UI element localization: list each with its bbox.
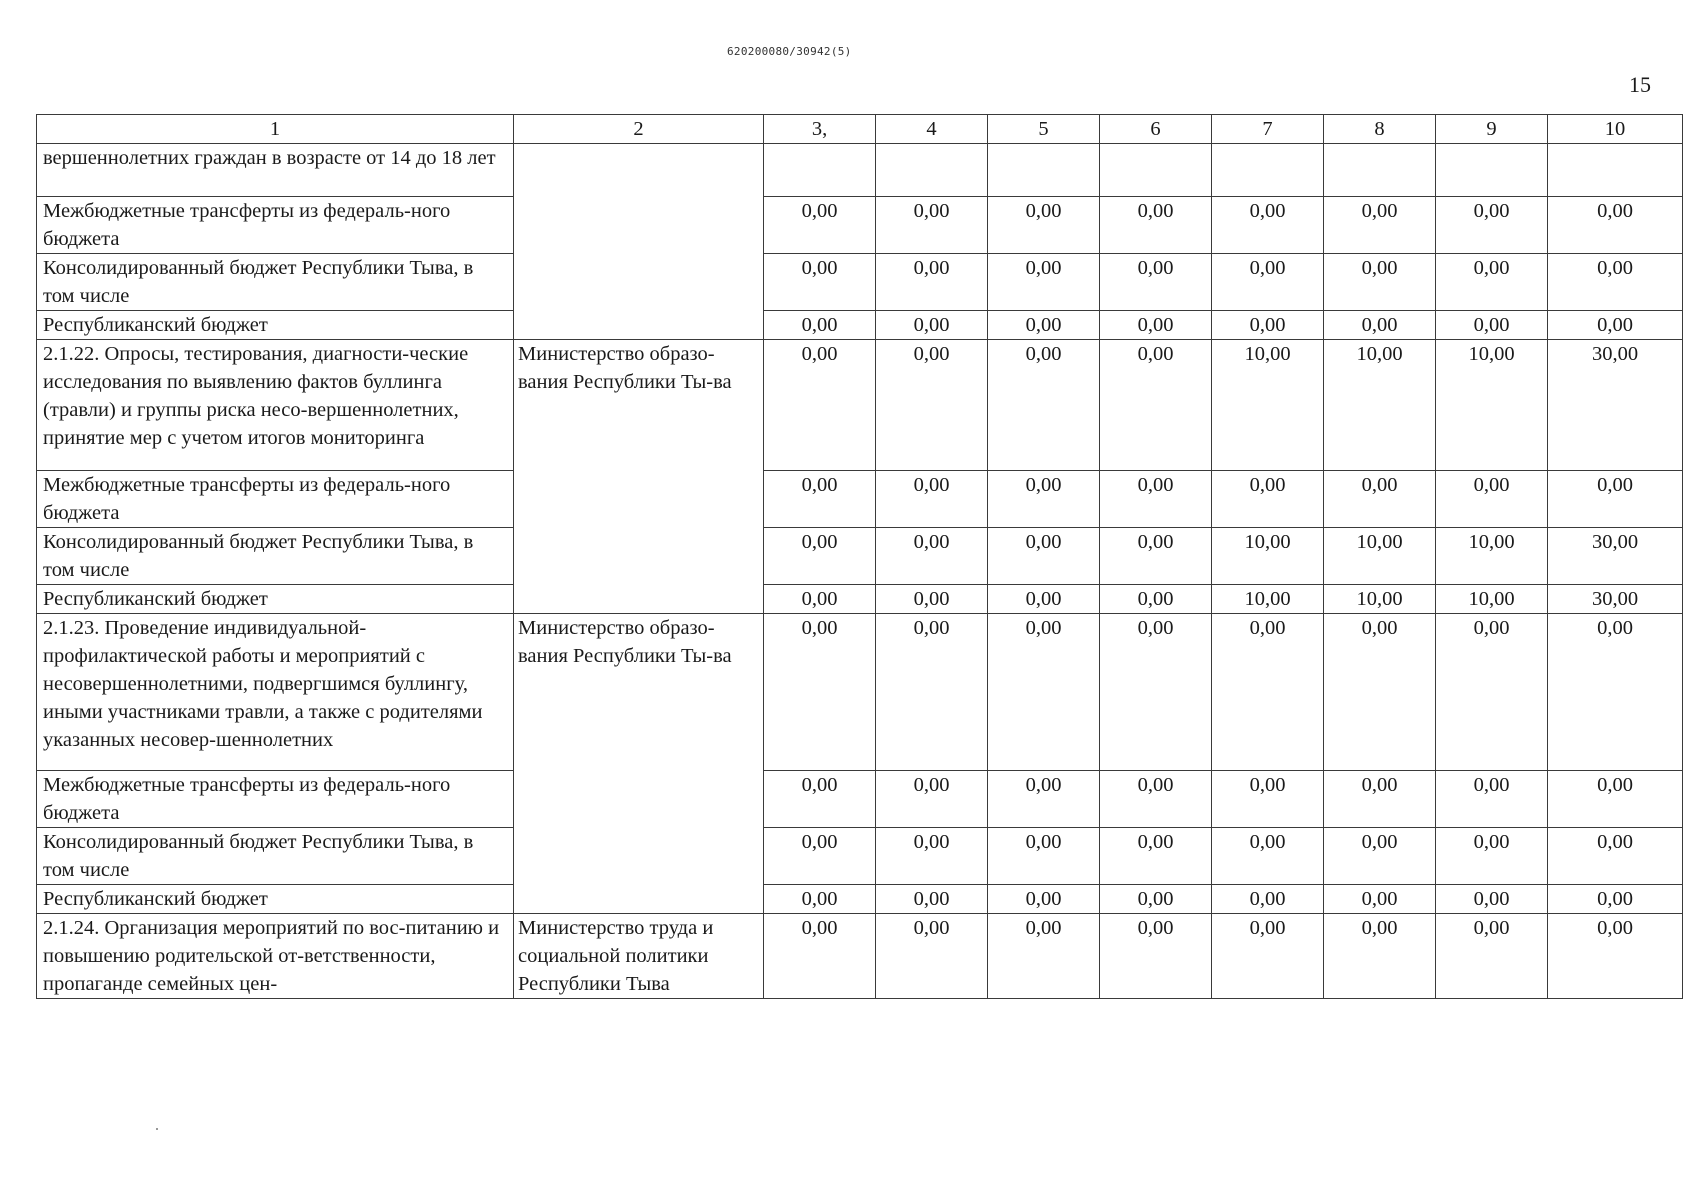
value-cell: 30,00 <box>1548 340 1683 471</box>
value-cell: 0,00 <box>1548 828 1683 885</box>
value-cell: 0,00 <box>876 254 988 311</box>
value-cell: 0,00 <box>1100 197 1212 254</box>
value-cell: 10,00 <box>1212 528 1324 585</box>
column-header: 6 <box>1100 115 1212 144</box>
value-cell: 0,00 <box>1548 614 1683 771</box>
value-cell: 0,00 <box>764 197 876 254</box>
value-cell: 0,00 <box>876 311 988 340</box>
value-cell: 0,00 <box>1436 828 1548 885</box>
value-cell: 0,00 <box>1100 914 1212 999</box>
row-name-cell: Республиканский бюджет <box>37 585 514 614</box>
value-cell: 0,00 <box>1100 340 1212 471</box>
executor-cell <box>514 771 764 828</box>
value-cell: 0,00 <box>1436 914 1548 999</box>
value-cell <box>988 144 1100 197</box>
row-name-cell: Консолидированный бюджет Республики Тыва, в том числе <box>37 528 514 585</box>
row-name-cell: Республиканский бюджет <box>37 311 514 340</box>
value-cell: 10,00 <box>1436 528 1548 585</box>
value-cell: 0,00 <box>876 914 988 999</box>
table-row <box>37 885 1683 914</box>
table-row <box>37 144 1683 197</box>
value-cell: 0,00 <box>876 197 988 254</box>
value-cell: 0,00 <box>988 614 1100 771</box>
executor-cell <box>514 471 764 528</box>
executor-cell <box>514 828 764 885</box>
table-row <box>37 254 1683 311</box>
value-cell: 10,00 <box>1324 528 1436 585</box>
table-row <box>37 528 1683 585</box>
value-cell: 0,00 <box>1324 828 1436 885</box>
value-cell <box>1548 144 1683 197</box>
value-cell: 0,00 <box>1100 771 1212 828</box>
table-row <box>37 197 1683 254</box>
value-cell: 0,00 <box>1100 614 1212 771</box>
table-row <box>37 340 1683 471</box>
column-header: 10 <box>1548 115 1683 144</box>
executor-cell: Министерство образо-вания Республики Ты-ва <box>514 340 764 471</box>
row-name-cell: Консолидированный бюджет Республики Тыва, в том числе <box>37 828 514 885</box>
value-cell: 30,00 <box>1548 585 1683 614</box>
row-name-cell: Межбюджетные трансферты из федераль-ного бюджета <box>37 197 514 254</box>
row-name-cell: 2.1.22. Опросы, тестирования, диагности-ческие исследования по выявлению фактов буллинга (травли) и группы риска несо-вершеннолетних, принятие мер с учетом итогов мониторинга <box>37 340 514 471</box>
value-cell: 0,00 <box>1436 254 1548 311</box>
value-cell: 0,00 <box>1324 311 1436 340</box>
value-cell: 0,00 <box>764 614 876 771</box>
value-cell: 0,00 <box>988 254 1100 311</box>
value-cell: 0,00 <box>1212 885 1324 914</box>
value-cell: 0,00 <box>1100 828 1212 885</box>
value-cell: 0,00 <box>1436 311 1548 340</box>
value-cell: 0,00 <box>1436 197 1548 254</box>
value-cell: 0,00 <box>988 311 1100 340</box>
value-cell: 0,00 <box>1548 914 1683 999</box>
value-cell: 0,00 <box>1100 528 1212 585</box>
table-row <box>37 771 1683 828</box>
value-cell: 0,00 <box>1100 471 1212 528</box>
value-cell <box>876 144 988 197</box>
value-cell: 0,00 <box>988 528 1100 585</box>
value-cell: 0,00 <box>1436 885 1548 914</box>
table-row <box>37 471 1683 528</box>
value-cell: 0,00 <box>764 311 876 340</box>
value-cell: 10,00 <box>1436 340 1548 471</box>
value-cell <box>1436 144 1548 197</box>
value-cell: 0,00 <box>764 914 876 999</box>
executor-cell <box>514 885 764 914</box>
value-cell: 0,00 <box>1100 254 1212 311</box>
executor-cell <box>514 585 764 614</box>
executor-cell <box>514 144 764 197</box>
column-header: 8 <box>1324 115 1436 144</box>
value-cell: 0,00 <box>1212 254 1324 311</box>
value-cell: 0,00 <box>876 340 988 471</box>
value-cell: 0,00 <box>1100 311 1212 340</box>
budget-table <box>36 114 1683 999</box>
value-cell: 0,00 <box>764 585 876 614</box>
value-cell: 0,00 <box>1212 914 1324 999</box>
column-header: 3, <box>764 115 876 144</box>
value-cell: 0,00 <box>1548 197 1683 254</box>
executor-cell: Министерство образо-вания Республики Ты-ва <box>514 614 764 771</box>
value-cell: 0,00 <box>876 885 988 914</box>
value-cell: 10,00 <box>1436 585 1548 614</box>
executor-cell <box>514 528 764 585</box>
value-cell: 0,00 <box>876 614 988 771</box>
value-cell: 0,00 <box>988 471 1100 528</box>
value-cell: 0,00 <box>988 771 1100 828</box>
value-cell: 0,00 <box>764 528 876 585</box>
value-cell: 0,00 <box>876 585 988 614</box>
value-cell: 0,00 <box>1324 254 1436 311</box>
value-cell: 0,00 <box>988 197 1100 254</box>
value-cell: 0,00 <box>1324 914 1436 999</box>
value-cell: 0,00 <box>764 828 876 885</box>
value-cell: 0,00 <box>988 885 1100 914</box>
column-header: 2 <box>514 115 764 144</box>
table-row <box>37 828 1683 885</box>
table-row <box>37 311 1683 340</box>
value-cell: 0,00 <box>764 471 876 528</box>
value-cell <box>1324 144 1436 197</box>
value-cell: 0,00 <box>1436 771 1548 828</box>
value-cell: 10,00 <box>1324 585 1436 614</box>
table-header-row <box>37 115 1683 144</box>
table-row <box>37 585 1683 614</box>
row-name-cell: Консолидированный бюджет Республики Тыва, в том числе <box>37 254 514 311</box>
page-number: 15 <box>1629 72 1651 97</box>
table-row <box>37 914 1683 999</box>
value-cell: 0,00 <box>1436 471 1548 528</box>
value-cell: 10,00 <box>1212 585 1324 614</box>
value-cell: 0,00 <box>1324 471 1436 528</box>
value-cell: 0,00 <box>988 828 1100 885</box>
value-cell <box>764 144 876 197</box>
value-cell: 0,00 <box>988 914 1100 999</box>
column-header: 4 <box>876 115 988 144</box>
value-cell: 0,00 <box>1548 885 1683 914</box>
value-cell: 0,00 <box>1324 771 1436 828</box>
row-name-cell: вершеннолетних граждан в возрасте от 14 до 18 лет <box>37 144 514 197</box>
row-name-cell: Межбюджетные трансферты из федераль-ного бюджета <box>37 471 514 528</box>
column-header: 9 <box>1436 115 1548 144</box>
scan-speck <box>156 1128 158 1130</box>
value-cell: 0,00 <box>1324 614 1436 771</box>
value-cell: 10,00 <box>1324 340 1436 471</box>
value-cell: 0,00 <box>988 340 1100 471</box>
value-cell: 0,00 <box>1212 771 1324 828</box>
row-name-cell: 2.1.24. Организация мероприятий по вос-питанию и повышению родительской от-ветственности, пропаганде семейных цен- <box>37 914 514 999</box>
value-cell: 10,00 <box>1212 340 1324 471</box>
value-cell: 0,00 <box>876 528 988 585</box>
value-cell: 0,00 <box>1324 885 1436 914</box>
row-name-cell: 2.1.23. Проведение индивидуальной-профилактической работы и мероприятий с несовершеннолетними, подвергшимся буллингу, иными участниками травли, а также с родителями указанных несовер-шеннолетних <box>37 614 514 771</box>
document-code: 620200080/30942(5) <box>727 45 852 58</box>
value-cell: 0,00 <box>876 828 988 885</box>
value-cell: 0,00 <box>1212 471 1324 528</box>
executor-cell <box>514 311 764 340</box>
value-cell: 0,00 <box>876 771 988 828</box>
row-name-cell: Республиканский бюджет <box>37 885 514 914</box>
value-cell: 0,00 <box>1212 311 1324 340</box>
value-cell: 0,00 <box>764 340 876 471</box>
value-cell: 0,00 <box>764 254 876 311</box>
column-header: 1 <box>37 115 514 144</box>
value-cell: 0,00 <box>876 471 988 528</box>
value-cell: 0,00 <box>1548 311 1683 340</box>
value-cell: 0,00 <box>1100 585 1212 614</box>
executor-cell <box>514 197 764 254</box>
value-cell: 0,00 <box>1436 614 1548 771</box>
executor-cell <box>514 254 764 311</box>
value-cell: 0,00 <box>1324 197 1436 254</box>
executor-cell: Министерство труда и социальной политики Республики Тыва <box>514 914 764 999</box>
value-cell: 30,00 <box>1548 528 1683 585</box>
value-cell: 0,00 <box>1548 254 1683 311</box>
value-cell: 0,00 <box>1212 828 1324 885</box>
value-cell: 0,00 <box>1548 471 1683 528</box>
value-cell <box>1212 144 1324 197</box>
column-header: 5 <box>988 115 1100 144</box>
value-cell: 0,00 <box>1100 885 1212 914</box>
value-cell: 0,00 <box>764 771 876 828</box>
value-cell: 0,00 <box>1212 614 1324 771</box>
value-cell: 0,00 <box>764 885 876 914</box>
column-header: 7 <box>1212 115 1324 144</box>
row-name-cell: Межбюджетные трансферты из федераль-ного бюджета <box>37 771 514 828</box>
value-cell <box>1100 144 1212 197</box>
value-cell: 0,00 <box>1212 197 1324 254</box>
value-cell: 0,00 <box>1548 771 1683 828</box>
table-row <box>37 614 1683 771</box>
value-cell: 0,00 <box>988 585 1100 614</box>
